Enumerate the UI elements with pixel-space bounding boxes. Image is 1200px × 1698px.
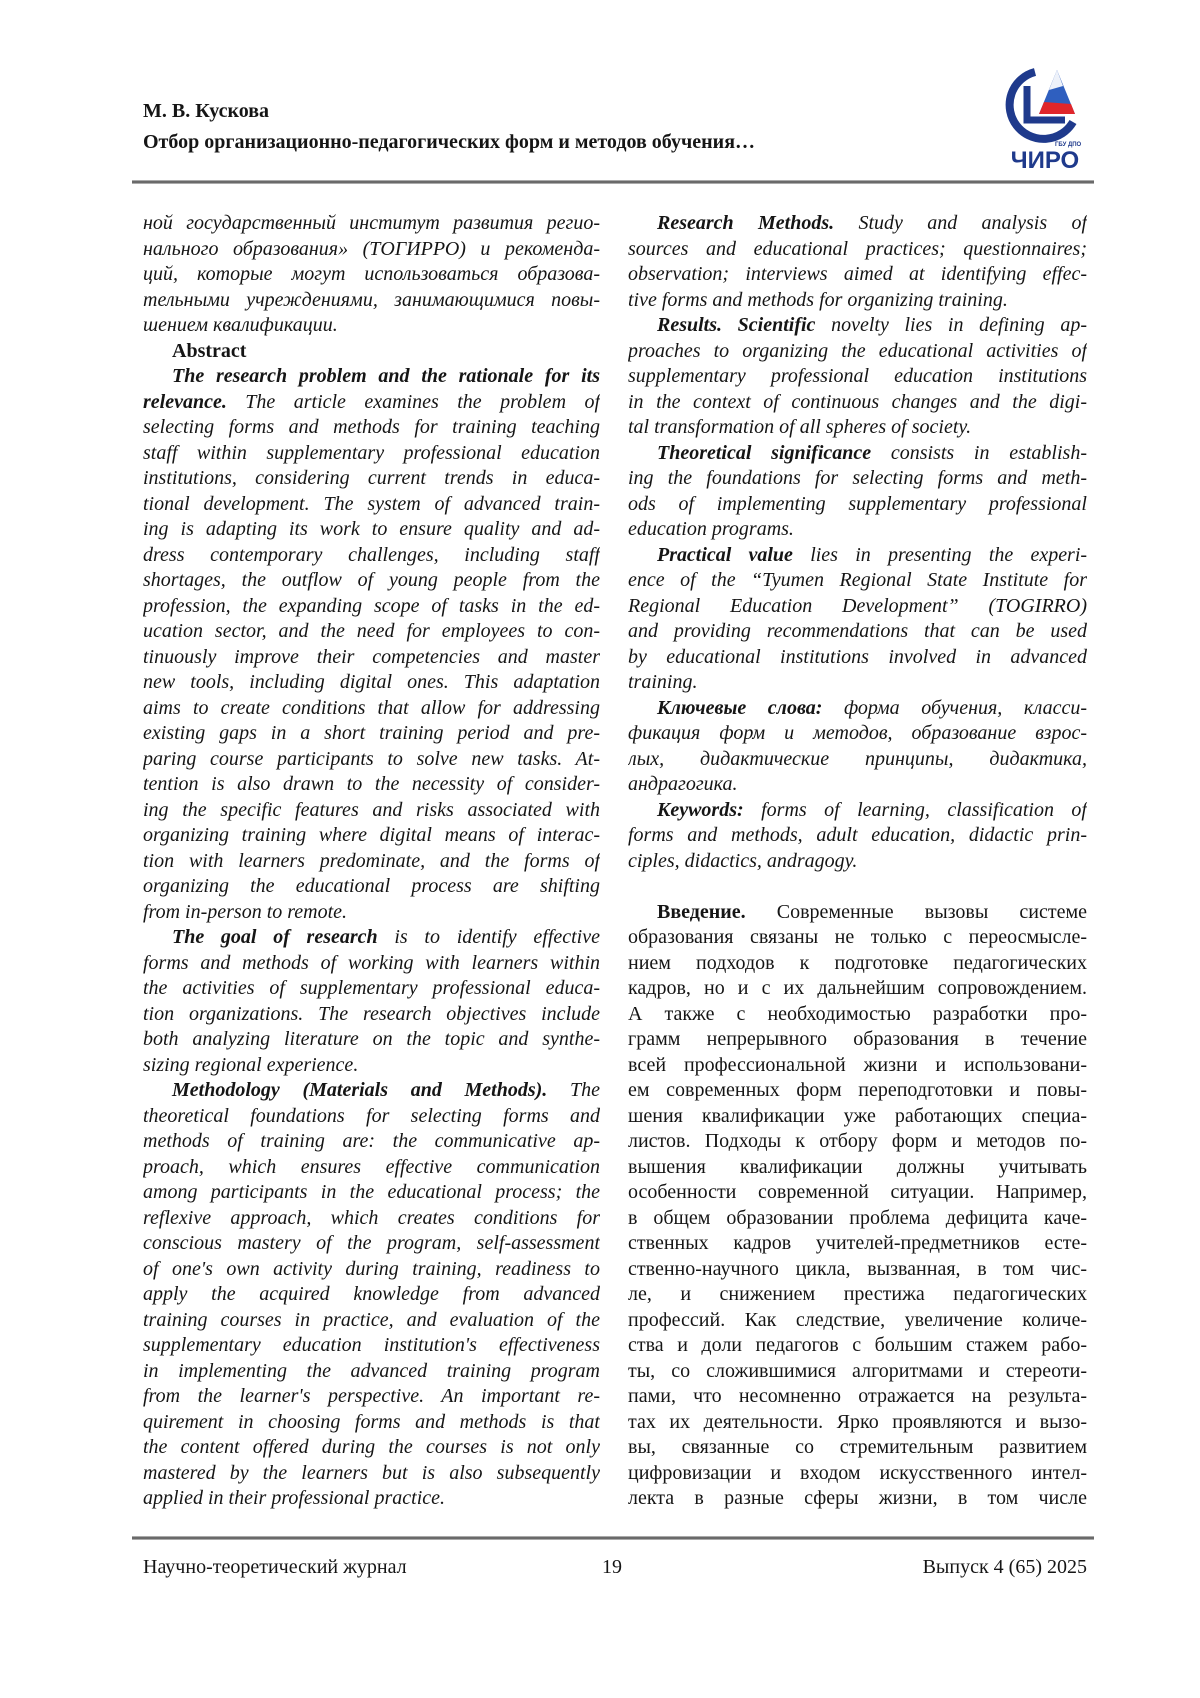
line-text: lies in presenting the experi- — [793, 544, 1087, 566]
text-line: ucation sector, and the need for employees to con- — [143, 619, 600, 645]
paragraph — [628, 441, 1087, 543]
text-line: лекта в разные сферы жизни, в том числе — [628, 1486, 1087, 1512]
bold-lead: Abstract — [172, 340, 246, 362]
text-line — [628, 900, 1087, 926]
text-line — [628, 543, 1087, 569]
text-line: нием подходов к подготовке педагогических — [628, 951, 1087, 977]
line-text: novelty lies in defining ap- — [815, 314, 1087, 336]
bold-lead: The goal of research — [172, 926, 378, 948]
page-number: 19 — [602, 1555, 622, 1579]
text-line — [628, 798, 1087, 824]
paragraph — [628, 543, 1087, 696]
section-heading — [143, 339, 600, 365]
chiro-logo-icon — [995, 64, 1095, 176]
line-text: forms of learning, classification of — [744, 799, 1087, 821]
issue-info: Выпуск 4 (65) 2025 — [923, 1555, 1087, 1579]
line-text: The article examines the problem of — [227, 391, 600, 413]
logo-subtext: ГБУ ДПО — [1055, 142, 1082, 148]
text-line: applied in their professional practice. — [143, 1486, 600, 1512]
text-line: tion with learners predominate, and the forms of — [143, 849, 600, 875]
paragraph — [628, 798, 1087, 875]
text-line: the content offered during the courses is not only — [143, 1435, 600, 1461]
bold-lead: Results. Scientific — [657, 314, 815, 336]
text-line: ства и доли педагогов с большим стажем рабо- — [628, 1333, 1087, 1359]
text-line: А также с необходимостью разработки про- — [628, 1002, 1087, 1028]
bold-lead: Practical value — [657, 544, 793, 566]
text-line: reflexive approach, which creates conditions for — [143, 1206, 600, 1232]
logo-wordmark: ЧИРО — [1011, 147, 1079, 174]
text-line: ле, и снижением престижа педагогических — [628, 1282, 1087, 1308]
text-line: proaches to organizing the educational activities of — [628, 339, 1087, 365]
bold-lead: Ключевые слова: — [657, 697, 822, 719]
bold-lead: relevance. — [143, 391, 227, 413]
text-line: existing gaps in a short training period and pre- — [143, 721, 600, 747]
text-line: institutions, considering current trends in educa- — [143, 466, 600, 492]
text-line: paring course participants to solve new tasks. At- — [143, 747, 600, 773]
text-line: нального образования» (ТОГИРРО) и рекоменда- — [143, 237, 600, 263]
text-line: tive forms and methods for organizing training. — [628, 288, 1087, 314]
bold-lead: Methodology (Materials and Methods). — [172, 1079, 547, 1101]
text-line: in implementing the advanced training program — [143, 1359, 600, 1385]
text-line: supplementary education institution's effectiveness — [143, 1333, 600, 1359]
text-line: sources and educational practices; questionnaires; — [628, 237, 1087, 263]
text-line: tal transformation of all spheres of society. — [628, 415, 1087, 441]
blank-line — [628, 874, 1087, 900]
text-line: organizing the educational process are shifting — [143, 874, 600, 900]
text-line: грамм непрерывного образования в течение — [628, 1027, 1087, 1053]
text-line: theoretical foundations for selecting forms and — [143, 1104, 600, 1130]
text-line: aims to create conditions that allow for addressing — [143, 696, 600, 722]
line-text: Современные вызовы системе — [746, 901, 1087, 923]
text-line: tinuously improve their competencies and master — [143, 645, 600, 671]
text-line: всей профессиональной жизни и использовани- — [628, 1053, 1087, 1079]
text-line: selecting forms and methods for training teaching — [143, 415, 600, 441]
text-line: ciples, didactics, andragogy. — [628, 849, 1087, 875]
text-line: ing is adapting its work to ensure quality and ad- — [143, 517, 600, 543]
text-line: особенности современной ситуации. Например, — [628, 1180, 1087, 1206]
text-line: quirement in choosing forms and methods is that — [143, 1410, 600, 1436]
text-line: in the context of continuous changes and the digi- — [628, 390, 1087, 416]
text-line: shortages, the outflow of young people from the — [143, 568, 600, 594]
paragraph — [143, 211, 600, 339]
chiro-logo — [995, 64, 1095, 176]
text-line: лых, дидактические принципы, дидактика, — [628, 747, 1087, 773]
text-line: supplementary professional education institutions — [628, 364, 1087, 390]
running-title: Отбор организационно-педагогических форм и методов обучения… — [143, 130, 755, 154]
text-line: кадров, но и с их дальнейшим сопровождением. — [628, 976, 1087, 1002]
line-text: is to identify effective — [378, 926, 600, 948]
text-line: пами, что несомненно отражается на результа- — [628, 1384, 1087, 1410]
text-line: ing the specific features and risks associated with — [143, 798, 600, 824]
text-line: листов. Подходы к отбору форм и методов по- — [628, 1129, 1087, 1155]
bold-lead: Research Methods. — [657, 212, 834, 234]
text-line: ем современных форм переподготовки и повы- — [628, 1078, 1087, 1104]
text-line: фикация форм и методов, образование взрос- — [628, 721, 1087, 747]
text-line: sizing regional experience. — [143, 1053, 600, 1079]
bold-lead: Theoretical significance — [657, 442, 871, 464]
text-line: ты, со сложившимися алгоритмами и стереоти- — [628, 1359, 1087, 1385]
right-column — [628, 211, 1087, 1512]
paragraph — [628, 313, 1087, 441]
paragraph — [628, 900, 1087, 1512]
text-line: of one's own activity during training, readiness to — [143, 1257, 600, 1283]
text-line: proach, which ensures effective communication — [143, 1155, 600, 1181]
text-line — [628, 441, 1087, 467]
text-line: ods of implementing supplementary professional — [628, 492, 1087, 518]
text-line — [143, 339, 600, 365]
text-line: шением квалификации. — [143, 313, 600, 339]
line-text: The — [547, 1079, 600, 1101]
text-line — [628, 696, 1087, 722]
paragraph — [628, 696, 1087, 798]
text-line: Regional Education Development” (TOGIRRO) — [628, 594, 1087, 620]
line-text: Study and analysis of — [834, 212, 1087, 234]
text-line: ций, которые могут использоваться образова- — [143, 262, 600, 288]
text-line: profession, the expanding scope of tasks in the ed- — [143, 594, 600, 620]
text-line: андрагогика. — [628, 772, 1087, 798]
paragraph — [143, 1078, 600, 1512]
text-line: from in-person to remote. — [143, 900, 600, 926]
text-line: ственно-научного цикла, вызванная, в том чис- — [628, 1257, 1087, 1283]
text-line: ственных кадров учителей-предметников есте- — [628, 1231, 1087, 1257]
text-line: observation; interviews aimed at identifying effec- — [628, 262, 1087, 288]
text-line — [628, 313, 1087, 339]
paragraph — [143, 364, 600, 925]
text-line — [628, 211, 1087, 237]
text-line: tional development. The system of advanced train- — [143, 492, 600, 518]
text-line: new tools, including digital ones. This adaptation — [143, 670, 600, 696]
text-line: tention is also drawn to the necessity of consider- — [143, 772, 600, 798]
text-line: тах их деятельности. Ярко проявляются и вызо- — [628, 1410, 1087, 1436]
text-line: профессий. Как следствие, увеличение количе- — [628, 1308, 1087, 1334]
text-line: methods of training are: the communicative ap- — [143, 1129, 600, 1155]
text-line: the activities of supplementary professional educa- — [143, 976, 600, 1002]
text-line: by educational institutions involved in advanced — [628, 645, 1087, 671]
text-line: ence of the “Tyumen Regional State Institute for — [628, 568, 1087, 594]
article-author: М. В. Кускова — [143, 99, 269, 123]
text-line: and providing recommendations that can be used — [628, 619, 1087, 645]
text-line: dress contemporary challenges, including staff — [143, 543, 600, 569]
text-line: conscious mastery of the program, self-assessment — [143, 1231, 600, 1257]
text-line: вышения квалификации должны учитывать — [628, 1155, 1087, 1181]
text-line: among participants in the educational process; the — [143, 1180, 600, 1206]
text-line: forms and methods of working with learners within — [143, 951, 600, 977]
text-line: training courses in practice, and evaluation of the — [143, 1308, 600, 1334]
text-line: apply the acquired knowledge from advanced — [143, 1282, 600, 1308]
text-line: education programs. — [628, 517, 1087, 543]
bold-lead: The research problem and the rationale for its — [172, 365, 600, 387]
text-line: тельными учреждениями, занимающимися повы- — [143, 288, 600, 314]
text-line: training. — [628, 670, 1087, 696]
text-line — [143, 390, 600, 416]
text-line: staff within supplementary professional education — [143, 441, 600, 467]
line-text: consists in establish- — [871, 442, 1087, 464]
text-line: в общем образовании проблема дефицита каче- — [628, 1206, 1087, 1232]
text-line: from the learner's perspective. An important re- — [143, 1384, 600, 1410]
bold-lead: Введение. — [657, 901, 746, 923]
text-line: шения квалификации уже работающих специа- — [628, 1104, 1087, 1130]
left-column — [143, 211, 600, 1512]
text-line — [143, 925, 600, 951]
text-line: ing the foundations for selecting forms and meth- — [628, 466, 1087, 492]
text-line: mastered by the learners but is also subsequently — [143, 1461, 600, 1487]
line-text: форма обучения, класси- — [822, 697, 1087, 719]
paragraph — [143, 925, 600, 1078]
text-line — [143, 364, 600, 390]
bold-lead: Keywords: — [657, 799, 744, 821]
text-line: tion organizations. The research objectives include — [143, 1002, 600, 1028]
paragraph — [628, 211, 1087, 313]
footer-rule — [132, 1536, 1094, 1540]
text-line: образования связаны не только с переосмысле- — [628, 925, 1087, 951]
text-line — [143, 1078, 600, 1104]
journal-name: Научно-теоретический журнал — [143, 1555, 407, 1579]
text-line: цифровизации и входом искусственного интел- — [628, 1461, 1087, 1487]
header-rule — [132, 180, 1094, 184]
text-line: ной государственный институт развития регио- — [143, 211, 600, 237]
text-line: forms and methods, adult education, didactic prin- — [628, 823, 1087, 849]
text-line: both analyzing literature on the topic and synthe- — [143, 1027, 600, 1053]
text-line: вы, связанные со стремительным развитием — [628, 1435, 1087, 1461]
text-line: organizing training where digital means of interac- — [143, 823, 600, 849]
